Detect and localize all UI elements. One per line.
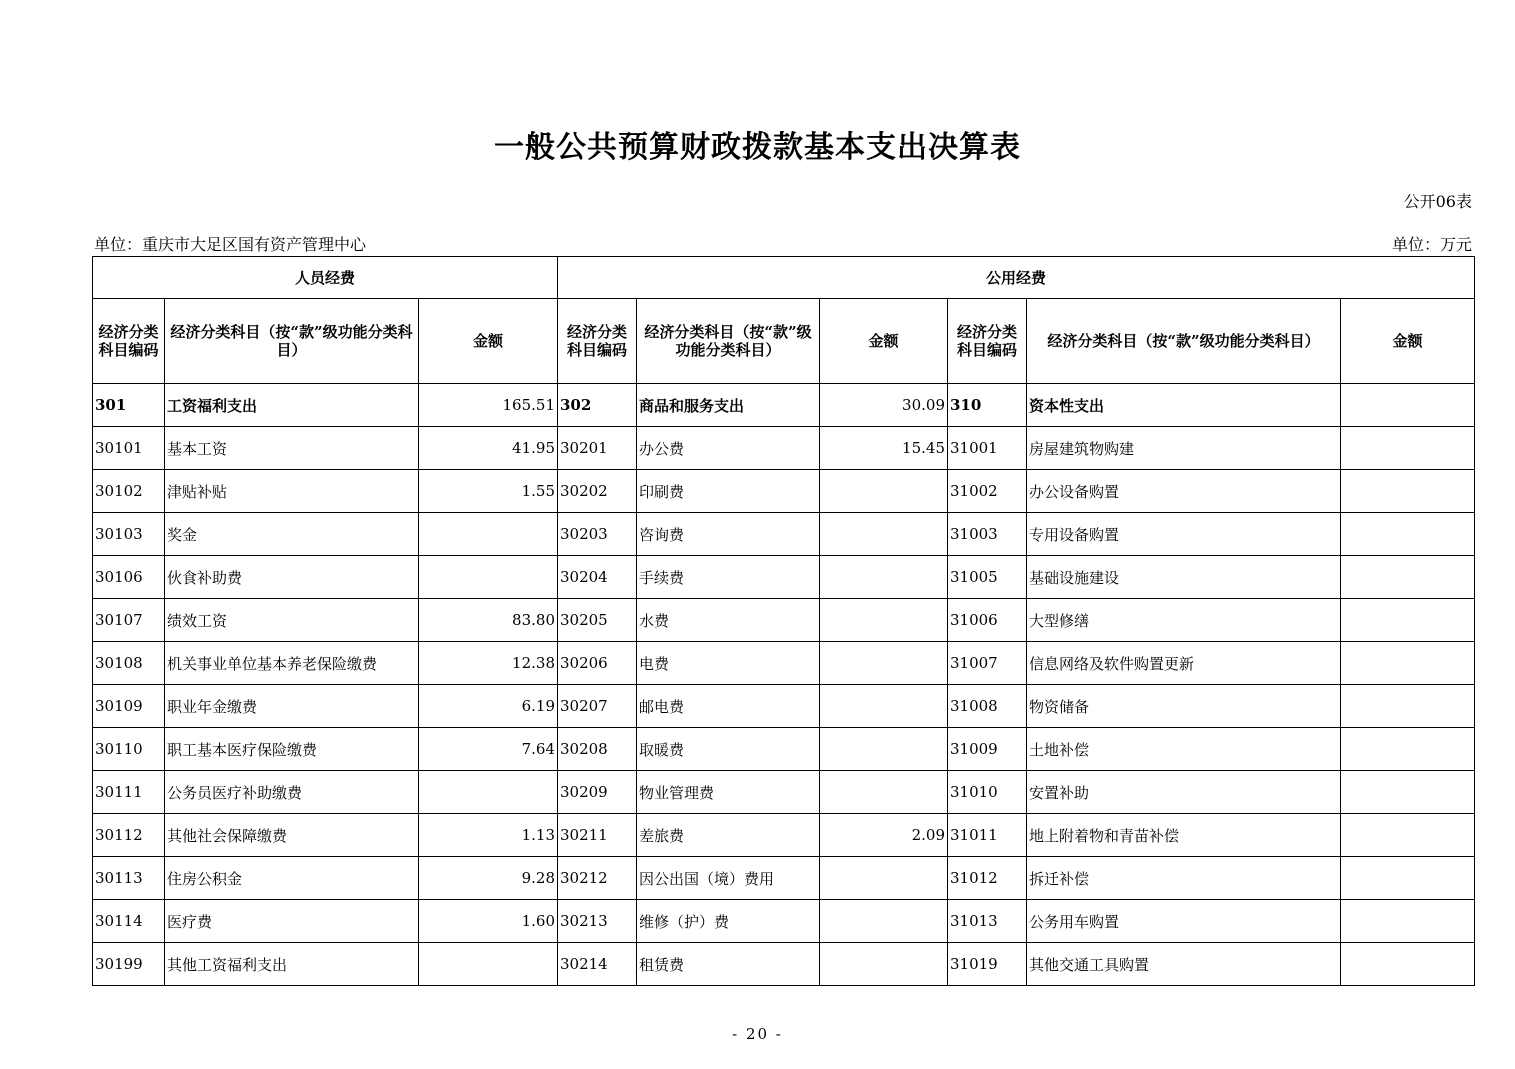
amount-cell (1341, 728, 1475, 771)
amount-cell (820, 556, 948, 599)
item-name-cell: 因公出国（境）费用 (637, 857, 820, 900)
code-cell: 31002 (948, 470, 1027, 513)
amount-cell: 6.19 (419, 685, 558, 728)
item-name-cell: 其他交通工具购置 (1027, 943, 1341, 986)
code-cell: 30208 (558, 728, 637, 771)
code-cell: 30103 (93, 513, 165, 556)
amount-cell (820, 728, 948, 771)
item-name-cell: 邮电费 (637, 685, 820, 728)
code-cell: 30204 (558, 556, 637, 599)
item-name-cell: 医疗费 (165, 900, 419, 943)
code-cell: 30213 (558, 900, 637, 943)
amount-cell: 2.09 (820, 814, 948, 857)
header-amount-1: 金额 (419, 299, 558, 384)
table-row (93, 513, 1475, 556)
amount-cell: 1.60 (419, 900, 558, 943)
code-cell: 31005 (948, 556, 1027, 599)
amount-cell (1341, 943, 1475, 986)
code-cell: 31006 (948, 599, 1027, 642)
item-name-cell: 公务员医疗补助缴费 (165, 771, 419, 814)
item-name-cell: 物业管理费 (637, 771, 820, 814)
amount-cell (1341, 771, 1475, 814)
table-row (93, 556, 1475, 599)
amount-cell (1341, 384, 1475, 427)
amount-cell (1341, 642, 1475, 685)
item-name-cell: 水费 (637, 599, 820, 642)
amount-cell (820, 857, 948, 900)
amount-cell (419, 771, 558, 814)
code-cell: 31013 (948, 900, 1027, 943)
code-cell: 30102 (93, 470, 165, 513)
code-cell: 31007 (948, 642, 1027, 685)
item-name-cell: 办公设备购置 (1027, 470, 1341, 513)
code-cell: 30206 (558, 642, 637, 685)
code-cell: 31010 (948, 771, 1027, 814)
item-name-cell: 电费 (637, 642, 820, 685)
item-name-cell: 印刷费 (637, 470, 820, 513)
item-name-cell: 信息网络及软件购置更新 (1027, 642, 1341, 685)
table-row (93, 943, 1475, 986)
table-row (93, 642, 1475, 685)
amount-cell (820, 900, 948, 943)
code-cell: 31003 (948, 513, 1027, 556)
amount-cell (1341, 470, 1475, 513)
item-name-cell: 拆迁补偿 (1027, 857, 1341, 900)
amount-cell (1341, 857, 1475, 900)
amount-cell (419, 556, 558, 599)
code-cell: 31012 (948, 857, 1027, 900)
item-name-cell: 基本工资 (165, 427, 419, 470)
code-cell: 30214 (558, 943, 637, 986)
code-cell: 30108 (93, 642, 165, 685)
amount-cell (1341, 599, 1475, 642)
item-name-cell: 工资福利支出 (165, 384, 419, 427)
group-personnel: 人员经费 (93, 257, 558, 299)
item-name-cell: 土地补偿 (1027, 728, 1341, 771)
item-name-cell: 安置补助 (1027, 771, 1341, 814)
code-cell: 30211 (558, 814, 637, 857)
amount-cell (820, 470, 948, 513)
item-name-cell: 物资储备 (1027, 685, 1341, 728)
code-cell: 30112 (93, 814, 165, 857)
code-cell: 30106 (93, 556, 165, 599)
amount-cell: 1.13 (419, 814, 558, 857)
item-name-cell: 手续费 (637, 556, 820, 599)
item-name-cell: 大型修缮 (1027, 599, 1341, 642)
code-cell: 31009 (948, 728, 1027, 771)
header-name-2: 经济分类科目（按“款”级功能分类科目） (637, 299, 820, 384)
item-name-cell: 地上附着物和青苗补偿 (1027, 814, 1341, 857)
amount-cell: 30.09 (820, 384, 948, 427)
amount-cell (1341, 685, 1475, 728)
code-cell: 30101 (93, 427, 165, 470)
amount-cell (1341, 513, 1475, 556)
header-amount-2: 金额 (820, 299, 948, 384)
code-cell: 31008 (948, 685, 1027, 728)
form-number: 公开06表 (1403, 192, 1472, 211)
header-name-3: 经济分类科目（按“款”级功能分类科目） (1027, 299, 1341, 384)
amount-cell (820, 599, 948, 642)
item-name-cell: 差旅费 (637, 814, 820, 857)
page-number: - 20 - (732, 1025, 783, 1043)
expenditure-table (92, 256, 1475, 986)
item-name-cell: 职工基本医疗保险缴费 (165, 728, 419, 771)
item-name-cell: 奖金 (165, 513, 419, 556)
unit-currency: 单位：万元 (1391, 235, 1472, 254)
code-cell: 30205 (558, 599, 637, 642)
item-name-cell: 基础设施建设 (1027, 556, 1341, 599)
item-name-cell: 专用设备购置 (1027, 513, 1341, 556)
item-name-cell: 机关事业单位基本养老保险缴费 (165, 642, 419, 685)
code-cell: 30212 (558, 857, 637, 900)
code-cell: 31019 (948, 943, 1027, 986)
header-amount-3: 金额 (1341, 299, 1475, 384)
amount-cell (820, 642, 948, 685)
item-name-cell: 绩效工资 (165, 599, 419, 642)
page-title: 一般公共预算财政拨款基本支出决算表 (494, 130, 1021, 165)
amount-cell (1341, 814, 1475, 857)
table-row (93, 427, 1475, 470)
code-cell: 30203 (558, 513, 637, 556)
table-row (93, 814, 1475, 857)
amount-cell (1341, 427, 1475, 470)
table-row (93, 857, 1475, 900)
code-cell: 302 (558, 384, 637, 427)
table-row (93, 728, 1475, 771)
amount-cell: 7.64 (419, 728, 558, 771)
code-cell: 31011 (948, 814, 1027, 857)
code-cell: 31001 (948, 427, 1027, 470)
header-code-2: 经济分类科目编码 (558, 299, 637, 384)
item-name-cell: 取暖费 (637, 728, 820, 771)
code-cell: 30111 (93, 771, 165, 814)
code-cell: 30107 (93, 599, 165, 642)
amount-cell (820, 685, 948, 728)
item-name-cell: 咨询费 (637, 513, 820, 556)
item-name-cell: 其他社会保障缴费 (165, 814, 419, 857)
code-cell: 30201 (558, 427, 637, 470)
header-name-1: 经济分类科目（按“款”级功能分类科目） (165, 299, 419, 384)
amount-cell (1341, 556, 1475, 599)
header-code-1: 经济分类科目编码 (93, 299, 165, 384)
table-row (93, 384, 1475, 427)
amount-cell: 165.51 (419, 384, 558, 427)
item-name-cell: 房屋建筑物购建 (1027, 427, 1341, 470)
item-name-cell: 津贴补贴 (165, 470, 419, 513)
item-name-cell: 商品和服务支出 (637, 384, 820, 427)
code-cell: 30114 (93, 900, 165, 943)
amount-cell (419, 943, 558, 986)
code-cell: 301 (93, 384, 165, 427)
amount-cell (820, 943, 948, 986)
code-cell: 30209 (558, 771, 637, 814)
amount-cell: 9.28 (419, 857, 558, 900)
amount-cell (1341, 900, 1475, 943)
code-cell: 30207 (558, 685, 637, 728)
amount-cell (820, 513, 948, 556)
code-cell: 30109 (93, 685, 165, 728)
item-name-cell: 资本性支出 (1027, 384, 1341, 427)
table-row (93, 771, 1475, 814)
item-name-cell: 办公费 (637, 427, 820, 470)
item-name-cell: 维修（护）费 (637, 900, 820, 943)
item-name-cell: 租赁费 (637, 943, 820, 986)
amount-cell: 15.45 (820, 427, 948, 470)
code-cell: 30199 (93, 943, 165, 986)
item-name-cell: 公务用车购置 (1027, 900, 1341, 943)
item-name-cell: 伙食补助费 (165, 556, 419, 599)
amount-cell: 83.80 (419, 599, 558, 642)
amount-cell: 41.95 (419, 427, 558, 470)
item-name-cell: 其他工资福利支出 (165, 943, 419, 986)
code-cell: 30202 (558, 470, 637, 513)
unit-organization: 单位：重庆市大足区国有资产管理中心 (94, 235, 367, 254)
code-cell: 30110 (93, 728, 165, 771)
table-row (93, 470, 1475, 513)
table-row (93, 900, 1475, 943)
amount-cell (419, 513, 558, 556)
amount-cell (820, 771, 948, 814)
group-public: 公用经费 (558, 257, 1475, 299)
item-name-cell: 住房公积金 (165, 857, 419, 900)
code-cell: 30113 (93, 857, 165, 900)
item-name-cell: 职业年金缴费 (165, 685, 419, 728)
amount-cell: 1.55 (419, 470, 558, 513)
code-cell: 310 (948, 384, 1027, 427)
header-code-3: 经济分类科目编码 (948, 299, 1027, 384)
table-row (93, 599, 1475, 642)
amount-cell: 12.38 (419, 642, 558, 685)
table-row (93, 685, 1475, 728)
